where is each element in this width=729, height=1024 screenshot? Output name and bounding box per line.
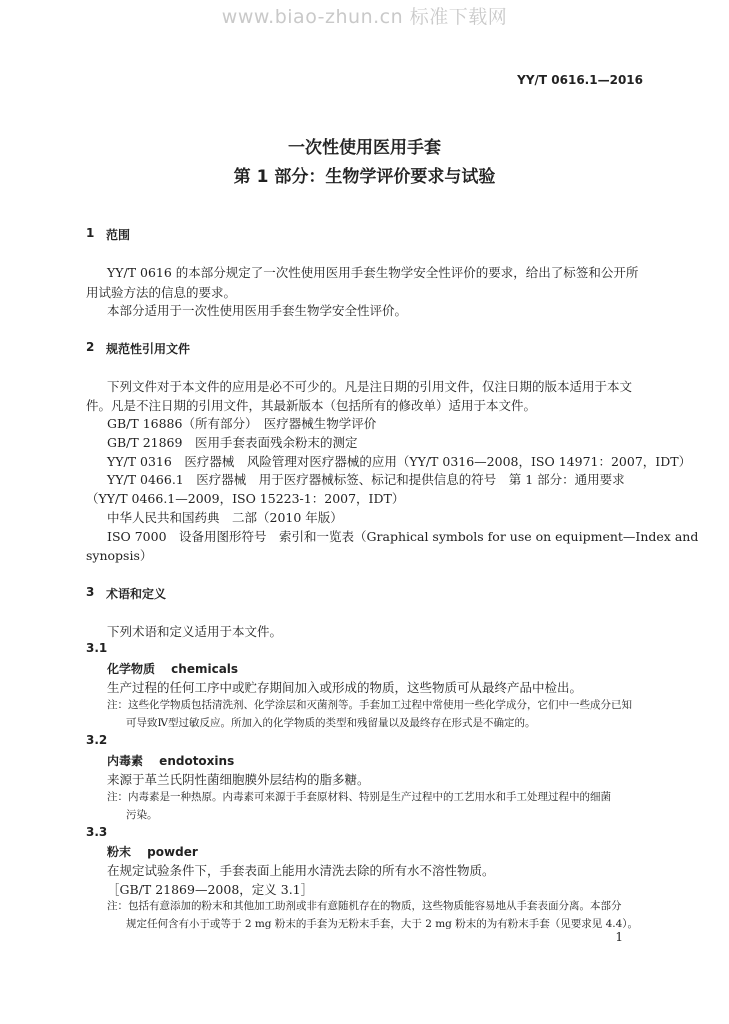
term-3-3-source: ［GB/T 21869—2008，定义 3.1］ xyxy=(107,882,314,897)
scope-paragraph-line-2: 用试验方法的信息的要求。 xyxy=(86,285,237,300)
section-1-heading: 范围 xyxy=(106,228,131,242)
reference-yy-t-0466-line-1: YY/T 0466.1 医疗器械 用于医疗器械标签、标记和提供信息的符号 第 1 部分：通用要求 xyxy=(107,472,625,487)
section-1-number: 1 xyxy=(86,226,95,240)
term-3-2-definition: 来源于革兰氏阴性菌细胞膜外层结构的脂多糖。 xyxy=(107,772,370,787)
term-3-1-number: 3.1 xyxy=(86,641,108,655)
term-3-2-note-line-1: 注：内毒素是一种热原。内毒素可来源于手套原材料、特别是生产过程中的工艺用水和手工处理过程中的细菌 xyxy=(107,791,611,803)
reference-gb-t-21869: GB/T 21869 医用手套表面残余粉末的测定 xyxy=(107,435,358,450)
reference-yy-t-0316: YY/T 0316 医疗器械 风险管理对医疗器械的应用（YY/T 0316—2008，ISO 14971：2007，IDT） xyxy=(107,454,692,469)
term-3-2-name: 内毒素 endotoxins xyxy=(107,754,235,768)
reference-pharmacopoeia: 中华人民共和国药典 二部（2010 年版） xyxy=(107,510,343,525)
term-3-3-name: 粉末 powder xyxy=(107,845,198,859)
terms-intro: 下列术语和定义适用于本文件。 xyxy=(107,624,283,639)
term-3-2-number: 3.2 xyxy=(86,733,108,747)
title-line-1: 一次性使用医用手套 xyxy=(288,138,441,158)
term-3-1-name: 化学物质 chemicals xyxy=(107,662,239,676)
references-intro-line-1: 下列文件对于本文件的应用是必不可少的。凡是注日期的引用文件，仅注日期的版本适用于本文 xyxy=(107,379,633,394)
term-3-3-note-line-2: 规定任何含有小于或等于 2 mg 粉末的手套为无粉末手套，大于 2 mg 粉末的为有粉末手套（见要求见 4.4）。 xyxy=(126,918,639,930)
scope-paragraph-2: 本部分适用于一次性使用医用手套生物学安全性评价。 xyxy=(107,303,408,318)
term-3-2-note-line-2: 污染。 xyxy=(126,809,158,821)
references-intro-line-2: 件。凡是不注日期的引用文件，其最新版本（包括所有的修改单）适用于本文件。 xyxy=(86,398,537,413)
section-2-heading: 规范性引用文件 xyxy=(106,342,191,356)
term-3-3-note-line-1: 注：包括有意添加的粉末和其他加工助剂或非有意随机存在的物质，这些物质能容易地从手套表面分离。本部分 xyxy=(107,900,622,912)
term-3-3-definition: 在规定试验条件下，手套表面上能用水清洗去除的所有水不溶性物质。 xyxy=(107,863,495,878)
term-3-1-definition: 生产过程的任何工序中或贮存期间加入或形成的物质，这些物质可从最终产品中检出。 xyxy=(107,680,583,695)
reference-iso-7000-line-2: synopsis） xyxy=(86,548,153,563)
term-3-3-number: 3.3 xyxy=(86,825,108,839)
reference-gb-t-16886: GB/T 16886（所有部分） 医疗器械生物学评价 xyxy=(107,416,377,431)
reference-iso-7000-line-1: ISO 7000 设备用图形符号 索引和一览表（Graphical symbols for use on equipment—Index and xyxy=(107,529,699,544)
section-3-heading: 术语和定义 xyxy=(106,587,167,601)
document-number: YY/T 0616.1—2016 xyxy=(517,73,643,87)
title-line-2: 第 1 部分：生物学评价要求与试验 xyxy=(233,167,496,187)
page-number: 1 xyxy=(615,930,623,944)
section-3-number: 3 xyxy=(86,585,95,599)
scope-paragraph-line-1: YY/T 0616 的本部分规定了一次性使用医用手套生物学安全性评价的要求，给出了标签和公开所 xyxy=(107,265,639,280)
term-3-1-note-line-1: 注：这些化学物质包括清洗剂、化学涂层和灭菌剂等。手套加工过程中常使用一些化学成分，它们中一些成分已知 xyxy=(107,699,632,711)
term-3-1-note-line-2: 可导致Ⅳ型过敏反应。所加入的化学物质的类型和残留量以及最终存在形式是不确定的。 xyxy=(126,717,536,729)
section-2-number: 2 xyxy=(86,340,95,354)
reference-yy-t-0466-line-2: （YY/T 0466.1—2009，ISO 15223-1：2007，IDT） xyxy=(86,491,405,506)
site-watermark: www.bia​o-zhun.cn 标准下载网 xyxy=(221,6,508,28)
